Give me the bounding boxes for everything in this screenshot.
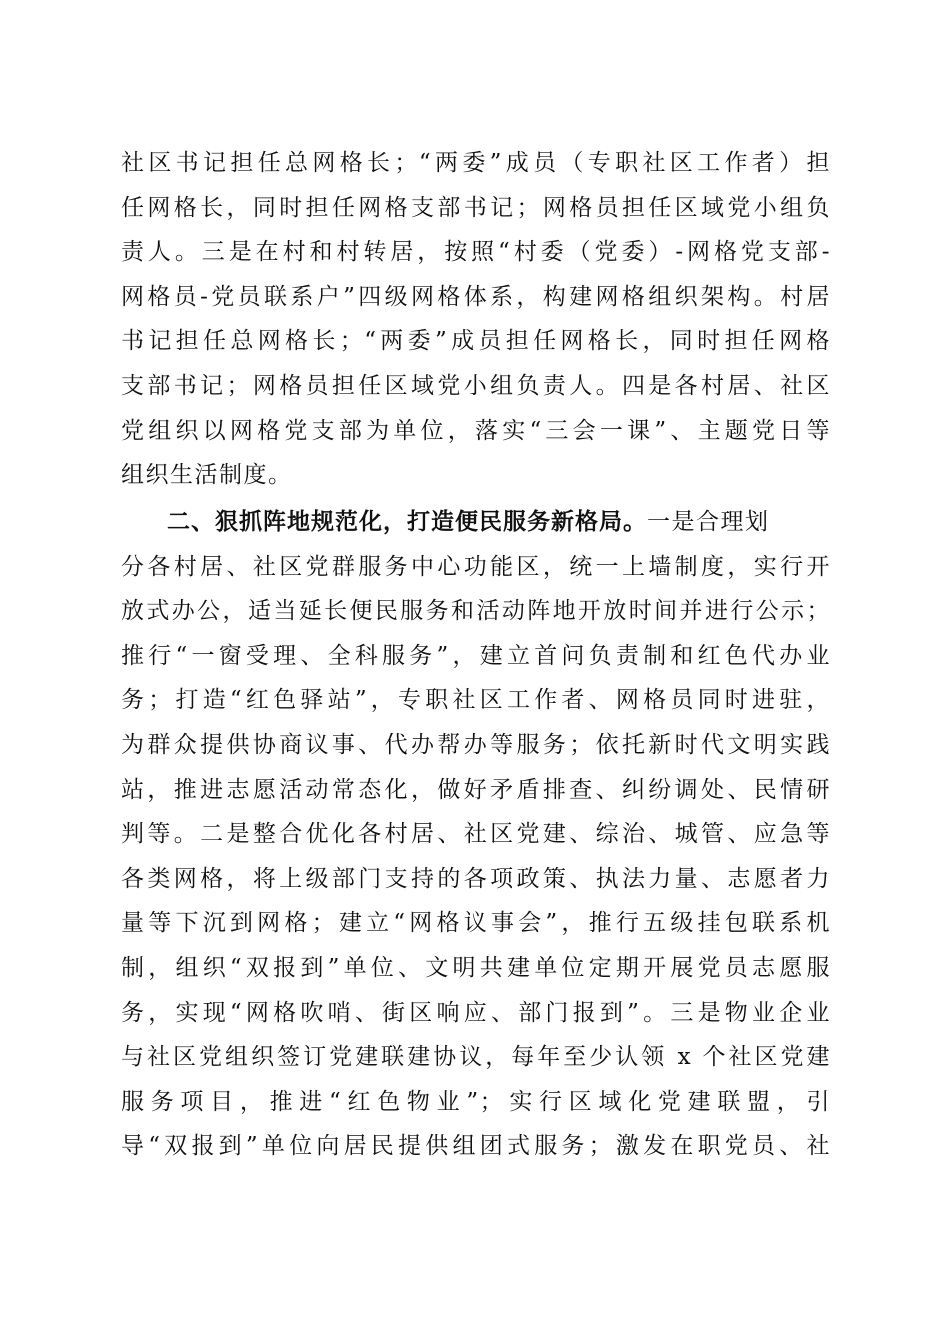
paragraph-1-line: 组织生活制度。	[121, 462, 293, 489]
paragraph-2-line: 各类网格，将上级部门支持的各项政策、执法力量、志愿者力	[121, 865, 831, 892]
paragraph-2-line: 务，实现“网格吹哨、街区响应、部门报到”。三是物业企业	[121, 999, 831, 1026]
paragraph-2-line: 分各村居、社区党群服务中心功能区，统一上墙制度，实行开	[121, 553, 831, 580]
paragraph-1-line: 网格员-党员联系户”四级网格体系，构建网格组织架构。村居	[121, 283, 831, 310]
paragraph-2-first-line	[121, 500, 831, 545]
paragraph-1-line: 任网格长，同时担任网格支部书记；网格员担任区域党小组负	[121, 194, 831, 221]
paragraph-2-line: 放式办公，适当延长便民服务和活动阵地开放时间并进行公示；	[121, 598, 831, 625]
paragraph-2	[121, 500, 831, 1169]
paragraph-1-line: 社区书记担任总网格长；“两委”成员（专职社区工作者）担	[121, 150, 831, 176]
section-heading: 二、狠抓阵地规范化，打造便民服务新格局。	[167, 509, 647, 535]
paragraph-1-line: 支部书记；网格员担任区域党小组负责人。四是各村居、社区	[121, 372, 831, 399]
paragraph-2-line: 推行“一窗受理、全科服务”，建立首问负责制和红色代办业	[121, 642, 831, 669]
paragraph-2-line: 站，推进志愿活动常态化，做好矛盾排查、纠纷调处、民情研	[121, 776, 831, 803]
paragraph-2-line: 为群众提供协商议事、代办帮办等服务；依托新时代文明实践	[121, 731, 831, 758]
paragraph-2-line: 与社区党组织签订党建联建协议，每年至少认领 x 个社区党建	[121, 1044, 831, 1071]
paragraph-2-line: 制，组织“双报到”单位、文明共建单位定期开展党员志愿服	[121, 954, 831, 981]
paragraph-1-line: 党组织以网格党支部为单位，落实“三会一课”、主题党日等	[121, 417, 831, 444]
paragraph-2-line: 务；打造“红色驿站”，专职社区工作者、网格员同时进驻，	[121, 687, 831, 714]
paragraph-2-line: 判等。二是整合优化各村居、社区党建、综治、城管、应急等	[121, 821, 831, 848]
paragraph-1	[121, 141, 831, 498]
paragraph-1-line: 书记担任总网格长；“两委”成员担任网格长，同时担任网格	[121, 328, 831, 355]
paragraph-1-line: 责人。三是在村和村转居，按照“村委（党委）-网格党支部-	[121, 239, 831, 266]
paragraph-2-line: 量等下沉到网格；建立“网格议事会”，推行五级挂包联系机	[121, 910, 831, 937]
paragraph-2-line: 导“双报到”单位向居民提供组团式服务；激发在职党员、社	[121, 1133, 831, 1160]
paragraph-2-line: 服务项目，推进“红色物业”；实行区域化党建联盟，引	[121, 1088, 831, 1115]
paragraph-2-first-line-text: 一是合理划	[647, 509, 770, 535]
